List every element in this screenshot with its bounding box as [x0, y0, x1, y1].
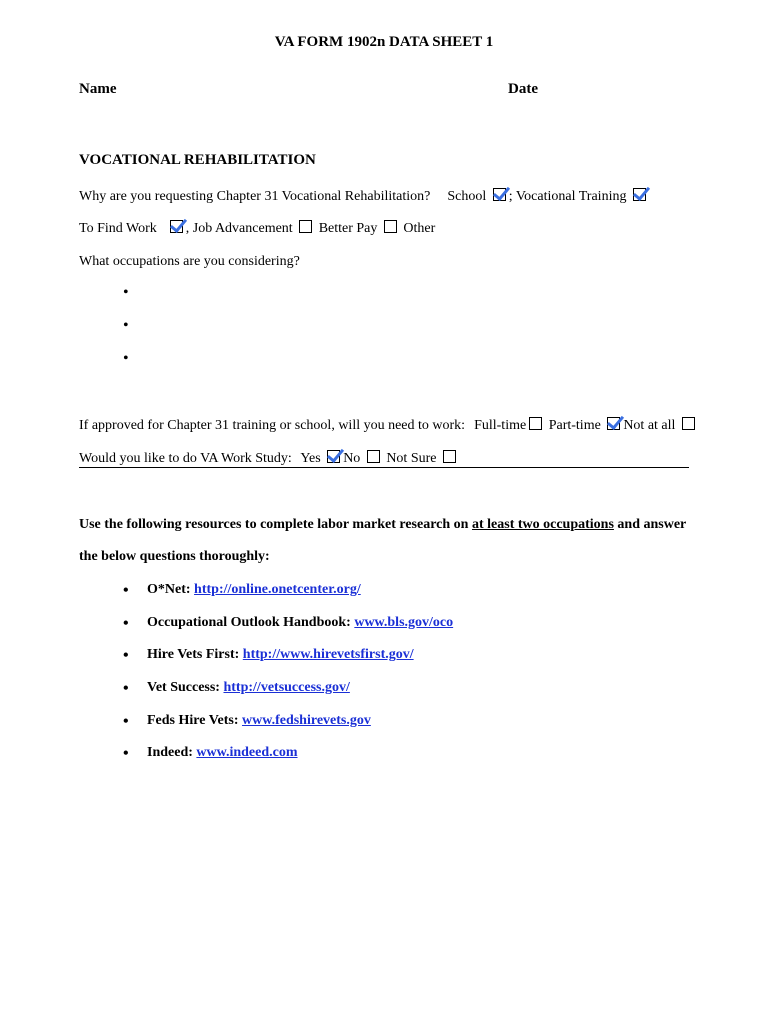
resource-link[interactable]: http://www.hirevetsfirst.gov/ [242, 647, 414, 663]
resources-intro-emphasis: at least two occupations [471, 517, 614, 532]
question-reason-text: Why are you requesting Chapter 31 Vocational Rehabilitation? [79, 189, 431, 204]
occupation-entry[interactable] [120, 317, 147, 350]
option-school-checkbox[interactable] [493, 188, 506, 201]
resource-link[interactable]: http://vetsuccess.gov/ [223, 680, 350, 696]
option-school-label: School [447, 189, 487, 204]
resource-label: Feds Hire Vets: [147, 712, 239, 728]
resource-link[interactable]: www.fedshirevets.gov [242, 712, 371, 728]
resource-item [120, 647, 453, 680]
option-not-at-all-label: Not at all [623, 418, 676, 433]
option-not-at-all-checkbox[interactable] [682, 417, 695, 430]
resource-item [120, 745, 453, 778]
option-find-work-checkbox[interactable] [170, 220, 183, 233]
option-full-time-checkbox[interactable] [529, 417, 542, 430]
occupation-entry[interactable] [120, 350, 147, 383]
resources-intro-line2: the below questions thoroughly: [79, 549, 270, 564]
occupations-list [120, 284, 147, 383]
section-heading: VOCATIONAL REHABILITATION [79, 152, 316, 168]
resource-link[interactable]: http://online.onetcenter.org/ [194, 582, 361, 597]
divider-line [79, 467, 689, 468]
resource-item [120, 680, 453, 713]
option-vocational-training-checkbox[interactable] [633, 188, 646, 201]
resource-label: Hire Vets First: [147, 647, 240, 663]
question-reason-line2: To Find Work , Job Advancement Better Pay Other [79, 221, 436, 236]
option-yes-checkbox[interactable] [327, 450, 340, 463]
name-label: Name [79, 81, 117, 97]
option-part-time-label: Part-time [548, 418, 601, 433]
option-vocational-training-label: Vocational Training [515, 189, 627, 204]
resource-link[interactable]: www.bls.gov/oco [354, 614, 454, 630]
option-job-advancement-checkbox[interactable] [299, 220, 312, 233]
option-no-checkbox[interactable] [367, 450, 380, 463]
resources-intro-line1 [79, 517, 686, 533]
option-job-advancement-label: Job Advancement [192, 221, 293, 236]
option-not-sure-label: Not Sure [386, 451, 437, 466]
resource-item [120, 713, 453, 746]
resource-item [120, 615, 453, 648]
option-other-label: Other [403, 221, 436, 236]
option-part-time-checkbox[interactable] [607, 417, 620, 430]
question-work-study [79, 450, 459, 467]
resource-label: Occupational Outlook Handbook: [147, 614, 351, 630]
date-label: Date [508, 81, 538, 97]
question-work-need [79, 417, 698, 434]
option-no-label: No [343, 451, 361, 466]
resource-label: Vet Success: [147, 680, 220, 696]
option-better-pay-checkbox[interactable] [384, 220, 397, 233]
resource-item [120, 582, 453, 615]
form-title: VA FORM 1902n DATA SHEET 1 [274, 34, 494, 50]
resource-label: O*Net: [147, 582, 191, 597]
resources-intro-text: Use the following resources to complete labor market research on [79, 517, 469, 532]
question-reason-line1: Why are you requesting Chapter 31 Vocational Rehabilitation? School ; Vocational Training [79, 188, 649, 205]
resource-label: Indeed: [147, 745, 193, 761]
option-not-sure-checkbox[interactable] [443, 450, 456, 463]
option-yes-label: Yes [300, 451, 321, 466]
occupation-entry[interactable] [120, 284, 147, 317]
question-occupations: What occupations are you considering? [79, 254, 300, 269]
resources-list [120, 582, 453, 778]
option-find-work-label: To Find Work [79, 221, 157, 236]
resource-link[interactable]: www.indeed.com [196, 745, 298, 761]
question-work-need-text: If approved for Chapter 31 training or school, will you need to work: [79, 418, 466, 433]
option-full-time-label: Full-time [474, 418, 527, 433]
resources-intro-text-end: and answer [617, 517, 687, 532]
option-better-pay-label: Better Pay [318, 221, 378, 236]
question-work-study-text: Would you like to do VA Work Study: [79, 451, 292, 466]
